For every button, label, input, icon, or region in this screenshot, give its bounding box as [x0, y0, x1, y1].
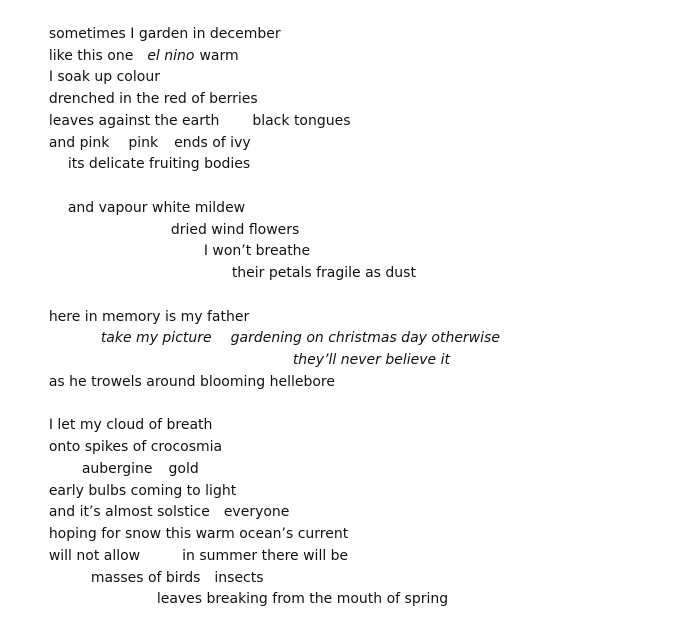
poem-stanza-break — [31, 263, 691, 285]
poem-text-italic: take my picture — [100, 330, 212, 347]
poem-text-italic: el nino — [147, 47, 195, 64]
poem-text: its delicate fruiting bodies — [67, 156, 251, 173]
poem-stanza-break — [31, 154, 691, 176]
poem-text: aubergine — [81, 460, 153, 477]
poem-text: and pink — [48, 134, 110, 151]
poem-line — [31, 546, 691, 586]
poem-text: onto spikes of crocosmia — [48, 439, 223, 455]
poem-line — [31, 394, 691, 434]
poem-line — [31, 568, 691, 608]
poem-line — [31, 220, 691, 260]
poem-line — [31, 481, 691, 521]
poem-line — [31, 176, 691, 216]
poem-text: ends of ivy — [174, 134, 251, 151]
poem-text: I let my cloud of breath — [48, 417, 213, 434]
poem-line — [31, 111, 691, 151]
poem-text: I soak up colour — [48, 69, 160, 86]
poem-text-italic: they’ll never believe it — [292, 352, 450, 368]
poem-line — [31, 241, 691, 281]
poem-text: in summer there will be — [182, 547, 349, 564]
poem-line — [31, 437, 691, 477]
poem — [31, 2, 691, 608]
poem-text: black tongues — [252, 112, 351, 129]
poem-line — [31, 2, 691, 42]
poem-text: as he trowels around blooming hellebore — [48, 373, 335, 390]
poem-text: pink — [128, 134, 159, 151]
poem-text: their petals fragile as dust — [231, 265, 416, 281]
poem-line — [31, 524, 691, 564]
poem-line — [31, 285, 691, 325]
poem-stanza-break — [31, 372, 691, 394]
poem-line — [31, 415, 691, 455]
poem-text: sometimes I garden in december — [48, 25, 281, 42]
poem-text-italic: gardening on christmas day otherwise — [230, 330, 500, 347]
poem-text: leaves breaking from the mouth of spring — [156, 591, 449, 608]
poem-line — [31, 307, 691, 347]
poem-text: and it’s almost solstice — [48, 504, 210, 521]
poem-line — [31, 350, 691, 390]
poem-text: dried wind flowers — [170, 221, 300, 238]
poem-text: masses of birds — [90, 569, 201, 586]
poem-line — [31, 67, 691, 107]
poem-text: warm — [199, 47, 239, 64]
poem-text: gold — [168, 460, 199, 477]
poem-text: insects — [214, 569, 264, 586]
poem-line — [31, 133, 691, 173]
poem-text: will not allow — [48, 547, 141, 564]
poem-line — [31, 89, 691, 129]
poem-line — [31, 502, 691, 542]
poem-line — [31, 46, 691, 86]
poem-text: drenched in the red of berries — [48, 91, 258, 107]
poem-line — [31, 198, 691, 238]
poem-text: I won’t breathe — [203, 243, 311, 260]
poem-text: here in memory is my father — [48, 308, 250, 325]
poem-line — [31, 459, 691, 499]
poem-line — [31, 328, 691, 368]
poem-text: early bulbs coming to light — [48, 482, 237, 499]
poem-text: leaves against the earth — [48, 112, 220, 129]
poem-text: everyone — [223, 504, 290, 521]
poem-text: hoping for snow this warm ocean’s current — [48, 526, 349, 542]
poem-line — [31, 24, 691, 64]
poem-text: and vapour white mildew — [67, 199, 246, 216]
poem-text: like this one — [48, 47, 134, 64]
